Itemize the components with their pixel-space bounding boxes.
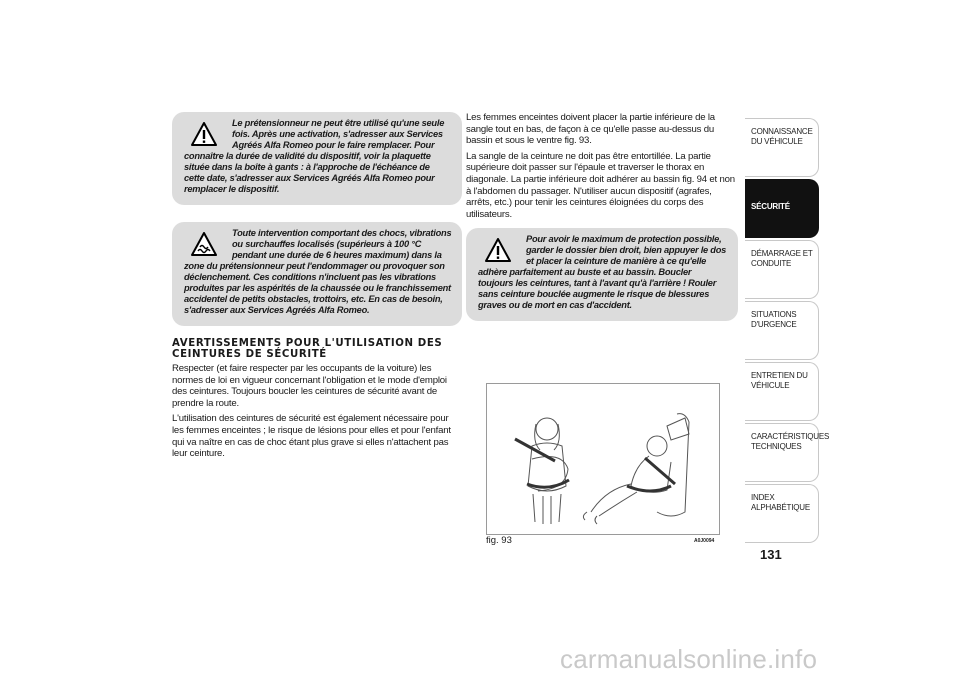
figure-caption: fig. 93 — [486, 535, 512, 546]
tab-entretien-vehicule[interactable]: ENTRETIEN DU VÉHICULE — [745, 362, 819, 421]
chapter-tabs — [745, 118, 830, 545]
warning-box-pretensioner — [172, 112, 462, 205]
right-column — [466, 112, 738, 321]
figure-pregnant-seatbelt — [486, 383, 720, 535]
warning-triangle-icon — [184, 120, 224, 148]
warning-triangle-icon — [478, 236, 518, 264]
warning-text: Pour avoir le maximum de protection possible, garder le dossier bien droit, bien appuyer le dos et placer la ceinture de manière à ce qu'elle adhère parfaitement au buste et au bassin. Boucler toujours les ceintures, tant à l'avant qu'à l'arrière ! Rouler sans ceinture bouclée augmente le risque de blessures graves ou de mort en cas d'accident. — [478, 234, 727, 311]
tab-demarrage-conduite[interactable]: DÉMARRAGE ET CONDUITE — [745, 240, 819, 299]
seatbelt-illustration — [487, 384, 719, 534]
heat-warning-icon — [184, 230, 224, 258]
figure-code: A0J0094 — [694, 538, 715, 544]
warning-box-posture — [466, 228, 738, 321]
left-column — [172, 112, 462, 464]
warning-text: Toute intervention comportant des chocs, vibrations ou surchauffes localisés (supérieurs à 100 °C pendant une durée de 6 heures maximum) dans la zone du prétensionneur peut l'endommager ou provoquer son déclenchement. Ces conditions n'incluent pas les vibrations produites par les aspérités de la chaussée ou le franchissement accidentel de petits obstacles, trottoirs, etc. En cas de besoin, s'adresser aux Services Agréés Alfa Romeo. — [184, 228, 452, 315]
paragraph: Les femmes enceintes doivent placer la partie inférieure de la sangle tout en bas, de façon à ce qu'elle passe au-dessus du bassin et sous le ventre fig. 93. — [466, 112, 715, 147]
paragraph: L'utilisation des ceintures de sécurité est également nécessaire pour les femmes enceintes ; le risque de lésions pour elles et pour l'enfant qui va naître en cas de choc étant plus grave si elles n'attachent pas leur ceinture. — [172, 413, 451, 460]
tab-situations-urgence[interactable]: SITUATIONS D'URGENCE — [745, 301, 819, 360]
tab-caracteristiques-techniques[interactable]: CARACTÉRISTIQUES TECHNIQUES — [745, 423, 819, 482]
tab-securite[interactable]: SÉCURITÉ — [745, 179, 819, 238]
paragraph: La sangle de la ceinture ne doit pas être entortillée. La partie supérieure doit passer sur l'épaule et traverser le thorax en diagonale. La partie inférieure doit adhérer au bassin fig. 94 et non à l'abdomen du passager. N'utiliser aucun dispositif (agrafes, arrêts, etc.) pour tenir les ceintures éloignées du corps des utilisateurs. — [466, 150, 735, 220]
warning-text: Le prétensionneur ne peut être utilisé qu'une seule fois. Après une activation, s'adresser aux Services Agréés Alfa Romeo pour le faire remplacer. Pour connaître la durée de validité du dispositif, voir la plaquette située dans la boîte à gants : à l'approche de l'échéance de cette date, s'adresser aux Services Agréés Alfa Romeo pour remplacer le dispositif. — [184, 118, 445, 194]
paragraph: Respecter (et faire respecter par les occupants de la voiture) les normes de loi en vigueur concernant l'obligation et le mode d'emploi des ceintures. Toujours boucler les ceintures de sécurité avant de prendre la route. — [172, 363, 447, 409]
warning-box-heat — [172, 222, 462, 326]
section-heading: AVERTISSEMENTS POUR L'UTILISATION DES CEINTURES DE SÉCURITÉ — [172, 338, 443, 360]
tab-index-alphabetique[interactable]: INDEX ALPHABÉTIQUE — [745, 484, 819, 543]
watermark: carmanualsonline.info — [560, 644, 818, 674]
page-number: 131 — [760, 547, 782, 562]
tab-connaissance-vehicule[interactable]: CONNAISSANCE DU VÉHICULE — [745, 118, 819, 177]
